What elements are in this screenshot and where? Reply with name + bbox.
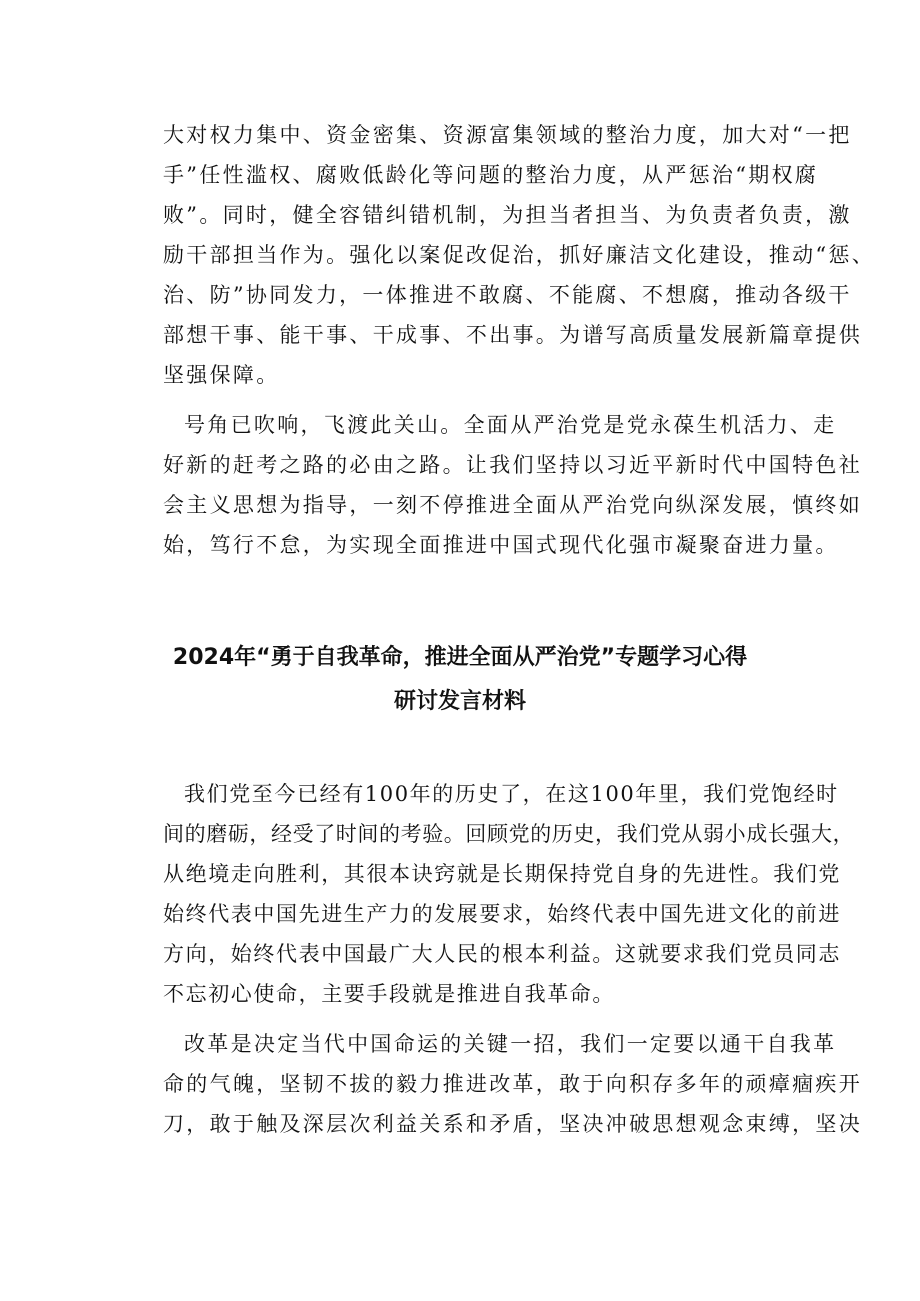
body-text-line: 励干部担当作为。强化以案促改促治，抓好廉洁文化建设，推动“惩、 bbox=[163, 243, 876, 267]
body-text-line: 手”任性滥权、腐败低龄化等问题的整治力度，从严惩治“期权腐 bbox=[163, 163, 819, 187]
body-text-line: 命的气魄，坚韧不拔的毅力推进改革，敢于向积存多年的顽瘴痼疾开 bbox=[163, 1072, 862, 1096]
body-text-line: 治、防”协同发力，一体推进不敢腐、不能腐、不想腐，推动各级干 bbox=[163, 283, 852, 307]
body-text-line: 始终代表中国先进生产力的发展要求，始终代表中国先进文化的前进 bbox=[163, 902, 841, 926]
body-text-line: 刀，敢于触及深层次利益关系和矛盾，坚决冲破思想观念束缚，坚决 bbox=[163, 1112, 862, 1136]
body-text-line: 号角已吹响，飞渡此关山。全面从严治党是党永葆生机活力、走 bbox=[184, 413, 837, 437]
body-text-line: 部想干事、能干事、干成事、不出事。为谱写高质量发展新篇章提供 bbox=[163, 323, 862, 347]
body-text-line: 败”。同时，健全容错纠错机制，为担当者担当、为负责者负责，激 bbox=[163, 203, 852, 227]
body-text-line: 会主义思想为指导，一刻不停推进全面从严治党向纵深发展，慎终如 bbox=[163, 493, 862, 517]
body-text-line: 始，笃行不怠，为实现全面推进中国式现代化强市凝聚奋进力量。 bbox=[163, 533, 839, 557]
article-title-line-2: 研讨发言材料 bbox=[393, 689, 526, 714]
body-text-line: 方向，始终代表中国最广大人民的根本利益。这就要求我们党员同志 bbox=[163, 942, 841, 966]
body-text-line: 从绝境走向胜利，其很本诀窍就是长期保持党自身的先进性。我们党 bbox=[163, 862, 841, 886]
body-text-line: 好新的赶考之路的必由之路。让我们坚持以习近平新时代中国特色社 bbox=[163, 453, 862, 477]
body-text-line: 大对权力集中、资金密集、资源富集领域的整治力度，加大对“一把 bbox=[163, 123, 852, 147]
body-text-line: 不忘初心使命，主要手段就是推进自我革命。 bbox=[163, 982, 615, 1006]
body-text-line: 我们党至今已经有100年的历史了，在这100年里，我们党饱经时 bbox=[184, 782, 839, 806]
body-text-line: 改革是决定当代中国命运的关键一招，我们一定要以通干自我革 bbox=[184, 1032, 837, 1056]
body-text-line: 间的磨砺，经受了时间的考验。回顾党的历史，我们党从弱小成长强大， bbox=[163, 822, 855, 846]
article-title-line-1: 2024年“勇于自我革命，推进全面从严治党”专题学习心得 bbox=[172, 645, 748, 670]
body-text-line: 坚强保障。 bbox=[163, 363, 280, 387]
